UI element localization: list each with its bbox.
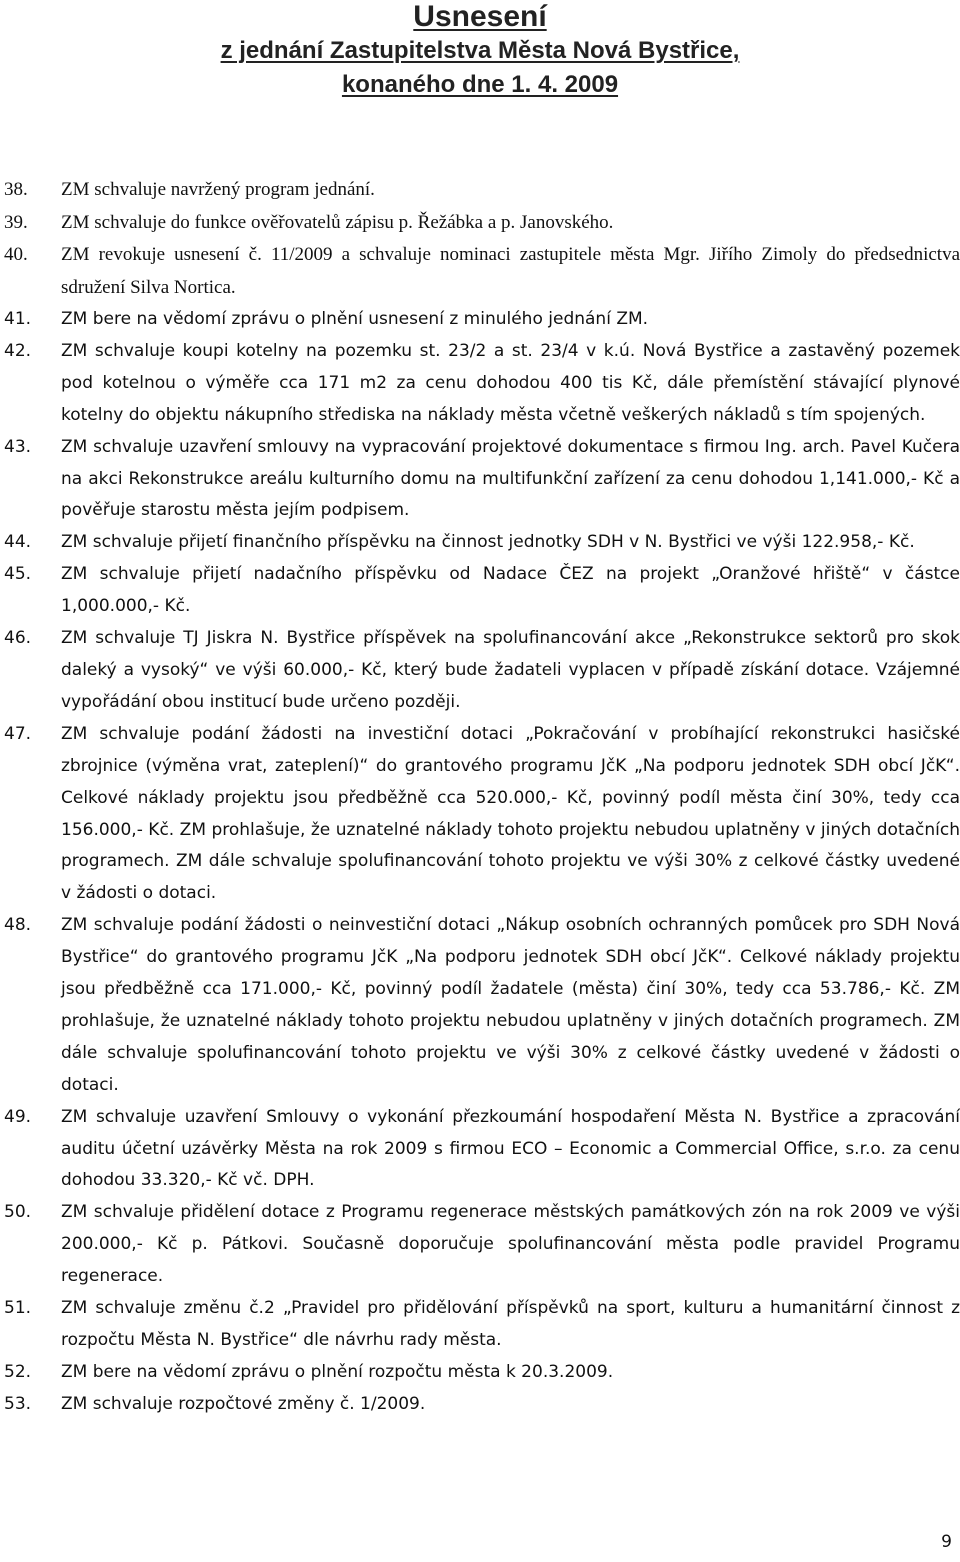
resolution-text: ZM schvaluje koupi kotelny na pozemku st. 23/2 a st. 23/4 v k.ú. Nová Bystřice a zastavěný pozemek pod kotelnou o výměře cca 171 m2 za cenu dohodou 400 tis Kč, dále přemístění stávající plynové kotelny do objektu nákupního střediska na náklady města včetně veškerých nákladů s tím spojených. [61, 340, 960, 425]
resolution-number: 40. [4, 244, 28, 265]
resolution-text: ZM schvaluje do funkce ověřovatelů zápisu p. Řežábka a p. Janovského. [61, 211, 614, 233]
resolution-number: 53. [4, 1393, 32, 1414]
resolution-text: ZM schvaluje rozpočtové změny č. 1/2009. [61, 1393, 426, 1414]
resolution-item [4, 1357, 960, 1389]
resolution-item [4, 1197, 960, 1293]
resolution-list [4, 174, 960, 1421]
resolution-number: 39. [4, 211, 28, 233]
page-number: 9 [941, 1532, 952, 1552]
resolution-number: 44. [4, 532, 32, 553]
resolution-number: 51. [4, 1298, 32, 1319]
resolution-text: ZM schvaluje přijetí nadačního příspěvku od Nadace ČEZ na projekt „Oranžové hřiště“ v částce 1,000.000,- Kč. [61, 564, 960, 617]
resolution-text: ZM schvaluje TJ Jiskra N. Bystřice příspěvek na spolufinancování akce „Rekonstrukce sektorů pro skok daleký a vysoký“ ve výši 60.000,- Kč, který bude žadateli vyplacen v případě získání dotace. Vzájemné vypořádání obou institucí bude určeno později. [61, 628, 960, 712]
resolution-text: ZM bere na vědomí zprávu o plnění rozpočtu města k 20.3.2009. [61, 1361, 614, 1382]
resolution-text: ZM schvaluje podání žádosti na investiční dotaci „Pokračování v probíhající rekonstrukci hasičské zbrojnice (výměna vrat, zateplení)“ do grantového programu JčK „Na podporu jednotek SDH obcí JčK“. Celkové náklady projektu jsou předběžně cca 520.000,- Kč, povinný podíl města činí 30%, tedy cca 156.000,- Kč. ZM prohlašuje, že uznatelné náklady tohoto projektu nebudou uplatněny v jiných dotačních programech. ZM dále schvaluje spolufinancování tohoto projektu ve výši 30% z celkové částky uvedené v žádosti o dotaci. [61, 723, 960, 904]
document-title: Usnesení [413, 0, 547, 33]
resolution-text: ZM schvaluje změnu č.2 „Pravidel pro přidělování příspěvků na sport, kulturu a humanitární činnost z rozpočtu Města N. Bystřice“ dle návrhu rady města. [61, 1298, 960, 1350]
resolution-item [4, 719, 960, 910]
resolution-text: ZM schvaluje přijetí finančního příspěvku na činnost jednotky SDH v N. Bystřici ve výši 122.958,- Kč. [61, 532, 915, 553]
resolution-number: 48. [4, 915, 32, 936]
resolution-text: ZM schvaluje podání žádosti o neinvestiční dotaci „Nákup osobních ochranných pomůcek pro SDH Nová Bystřice“ do grantového programu JčK „Na podporu jednotek SDH obcí JčK“. Celkové náklady projektu jsou předběžně cca 171.000,- Kč, povinný podíl žadatele (města) činí 30%, tedy cca 53.786,- Kč. ZM prohlašuje, že uznatelné náklady tohoto projektu nebudou uplatněny v jiných dotačních programech. ZM dále schvaluje spolufinancování tohoto projektu ve výši 30% z celkové částky uvedené v žádosti o dotaci. [61, 915, 960, 1095]
resolution-number: 45. [4, 564, 32, 585]
resolution-text: ZM revokuje usnesení č. 11/2009 a schvaluje nominaci zastupitele města Mgr. Jiřího Zimoly do předsednictva sdružení Silva Nortica. [61, 244, 960, 298]
resolution-number: 38. [4, 179, 28, 200]
resolution-item [4, 1389, 960, 1421]
resolution-text: ZM bere na vědomí zprávu o plnění usnesení z minulého jednání ZM. [61, 309, 649, 329]
resolution-item [4, 1293, 960, 1357]
resolution-item [4, 239, 960, 304]
resolution-item [4, 910, 960, 1101]
resolution-number: 47. [4, 723, 32, 744]
resolution-item [4, 174, 960, 207]
resolution-number: 43. [4, 436, 32, 457]
document-header [0, 0, 960, 102]
resolution-text: ZM schvaluje přidělení dotace z Programu regenerace městských památkových zón na rok 2009 ve výši 200.000,- Kč p. Pátkovi. Současně doporučuje spolufinancování města podle pravidel Programu regenerace. [61, 1202, 960, 1287]
resolution-item [4, 559, 960, 623]
resolution-item [4, 304, 960, 336]
resolution-number: 52. [4, 1361, 32, 1382]
resolution-text: ZM schvaluje uzavření smlouvy na vypracování projektové dokumentace s firmou Ing. arch. Pavel Kučera na akci Rekonstrukce areálu kulturního domu na multifunkční zařízení za cenu dohodou 1,141.000,- Kč a pověřuje starostu města jejím podpisem. [61, 436, 960, 521]
resolution-text: ZM schvaluje uzavření Smlouvy o vykonání přezkoumání hospodaření Města N. Bystřice a zpracování auditu účetní uzávěrky Města na rok 2009 s firmou ECO – Economic a Commercial Office, s.r.o. za cenu dohodou 33.320,- Kč vč. DPH. [61, 1106, 960, 1191]
document-subtitle-line-2: konaného dne 1. 4. 2009 [341, 71, 619, 98]
resolution-number: 41. [4, 309, 32, 329]
resolution-item [4, 432, 960, 528]
resolution-number: 49. [4, 1106, 32, 1127]
resolution-number: 46. [4, 628, 32, 649]
resolution-item [4, 336, 960, 432]
resolution-number: 50. [4, 1202, 32, 1223]
resolution-number: 42. [4, 340, 32, 361]
resolution-item [4, 207, 960, 240]
resolution-item [4, 623, 960, 719]
document-subtitle-line-1: z jednání Zastupitelstva Města Nová Bystřice, [220, 37, 740, 64]
resolution-item [4, 1102, 960, 1198]
resolution-text: ZM schvaluje navržený program jednání. [61, 179, 375, 200]
resolution-item [4, 527, 960, 559]
